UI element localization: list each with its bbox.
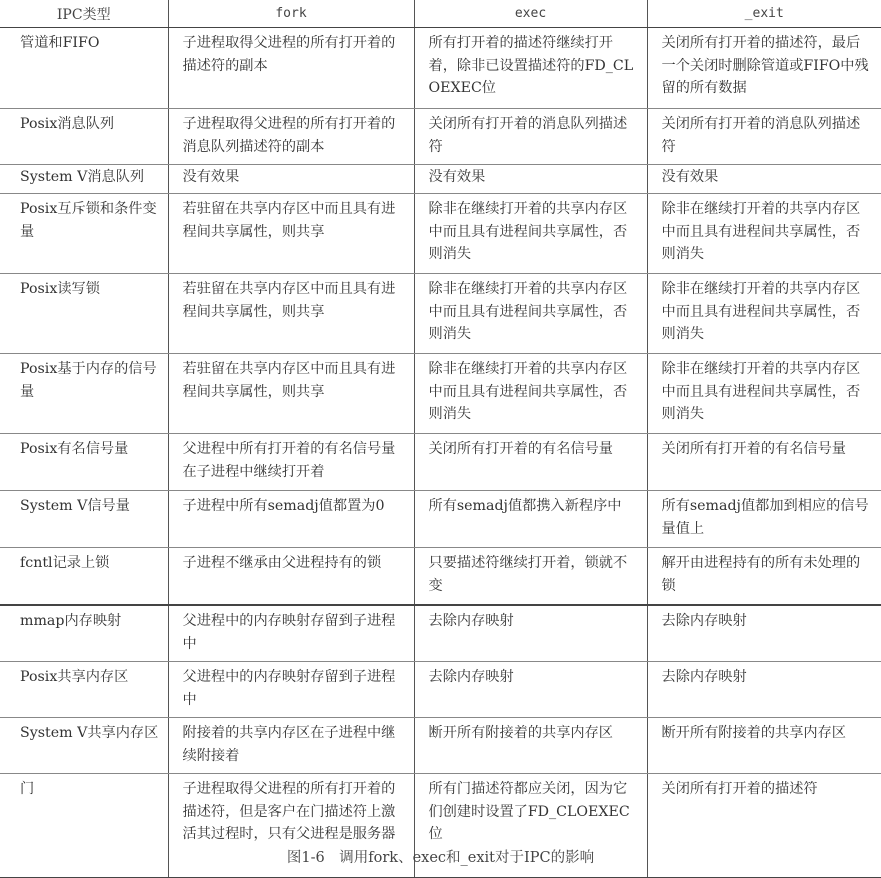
header-exit: _exit [647,0,881,28]
cell-exit: 解开由进程持有的所有未处理的锁 [647,548,881,606]
cell-exit: 关闭所有打开着的有名信号量 [647,434,881,491]
cell-exec: 只要描述符继续打开着，锁就不变 [414,548,647,606]
cell-fork: 子进程中所有semadj值都置为0 [168,491,414,548]
cell-exec: 所有门描述符都应关闭，因为它们创建时设置了FD_CLOEXEC位 [414,774,647,878]
cell-exit: 断开所有附接着的共享内存区 [647,718,881,774]
table-row [0,274,881,354]
cell-exec: 所有semadj值都携入新程序中 [414,491,647,548]
figure-caption: 图1-6 调用fork、exec和_exit对于IPC的影响 [286,850,595,866]
cell-fork: 父进程中的内存映射存留到子进程中 [168,662,414,718]
cell-fork: 附接着的共享内存区在子进程中继续附接着 [168,718,414,774]
cell-ipc-type: fcntl记录上锁 [0,548,168,606]
cell-ipc-type: System V消息队列 [0,165,168,194]
cell-fork: 子进程取得父进程的所有打开着的描述符，但是客户在门描述符上激活其过程时，只有父进程是服务器 [168,774,414,878]
cell-ipc-type: 管道和FIFO [0,28,168,109]
cell-exec: 没有效果 [414,165,647,194]
cell-exit: 关闭所有打开着的描述符，最后一个关闭时删除管道或FIFO中残留的所有数据 [647,28,881,109]
cell-exec: 除非在继续打开着的共享内存区中而且具有进程间共享属性，否则消失 [414,274,647,354]
cell-ipc-type: Posix互斥锁和条件变量 [0,194,168,274]
table-row [0,605,881,662]
cell-exit: 去除内存映射 [647,605,881,662]
header-ipc-type: IPC类型 [0,0,168,28]
table-row [0,28,881,109]
cell-exit: 没有效果 [647,165,881,194]
table-row [0,434,881,491]
cell-fork: 若驻留在共享内存区中而且具有进程间共享属性，则共享 [168,354,414,434]
cell-exec: 去除内存映射 [414,662,647,718]
cell-exec: 关闭所有打开着的消息队列描述符 [414,109,647,165]
cell-exit: 所有semadj值都加到相应的信号量值上 [647,491,881,548]
cell-ipc-type: System V共享内存区 [0,718,168,774]
cell-fork: 若驻留在共享内存区中而且具有进程间共享属性，则共享 [168,274,414,354]
cell-exec: 除非在继续打开着的共享内存区中而且具有进程间共享属性，否则消失 [414,354,647,434]
cell-exec: 去除内存映射 [414,605,647,662]
table-header-row [0,0,881,28]
cell-exec: 除非在继续打开着的共享内存区中而且具有进程间共享属性，否则消失 [414,194,647,274]
table-row [0,548,881,606]
header-fork: fork [168,0,414,28]
cell-exit: 除非在继续打开着的共享内存区中而且具有进程间共享属性，否则消失 [647,354,881,434]
cell-ipc-type: Posix有名信号量 [0,434,168,491]
cell-exit: 关闭所有打开着的消息队列描述符 [647,109,881,165]
cell-exit: 关闭所有打开着的描述符 [647,774,881,878]
table-row [0,491,881,548]
table-row [0,109,881,165]
cell-fork: 父进程中的内存映射存留到子进程中 [168,605,414,662]
cell-exit: 去除内存映射 [647,662,881,718]
table-row [0,354,881,434]
table-row [0,165,881,194]
cell-fork: 子进程不继承由父进程持有的锁 [168,548,414,606]
cell-exec: 断开所有附接着的共享内存区 [414,718,647,774]
cell-fork: 父进程中所有打开着的有名信号量在子进程中继续打开着 [168,434,414,491]
cell-ipc-type: Posix共享内存区 [0,662,168,718]
cell-ipc-type: Posix消息队列 [0,109,168,165]
table-row [0,662,881,718]
table-row [0,194,881,274]
cell-ipc-type: 门 [0,774,168,878]
cell-fork: 没有效果 [168,165,414,194]
cell-fork: 若驻留在共享内存区中而且具有进程间共享属性，则共享 [168,194,414,274]
cell-exec: 关闭所有打开着的有名信号量 [414,434,647,491]
cell-exit: 除非在继续打开着的共享内存区中而且具有进程间共享属性，否则消失 [647,274,881,354]
cell-ipc-type: System V信号量 [0,491,168,548]
header-exec: exec [414,0,647,28]
table-row [0,718,881,774]
cell-fork: 子进程取得父进程的所有打开着的消息队列描述符的副本 [168,109,414,165]
cell-exec: 所有打开着的描述符继续打开着，除非已设置描述符的FD_CLOEXEC位 [414,28,647,109]
cell-fork: 子进程取得父进程的所有打开着的描述符的副本 [168,28,414,109]
cell-ipc-type: Posix基于内存的信号量 [0,354,168,434]
cell-exit: 除非在继续打开着的共享内存区中而且具有进程间共享属性，否则消失 [647,194,881,274]
cell-ipc-type: Posix读写锁 [0,274,168,354]
cell-ipc-type: mmap内存映射 [0,605,168,662]
